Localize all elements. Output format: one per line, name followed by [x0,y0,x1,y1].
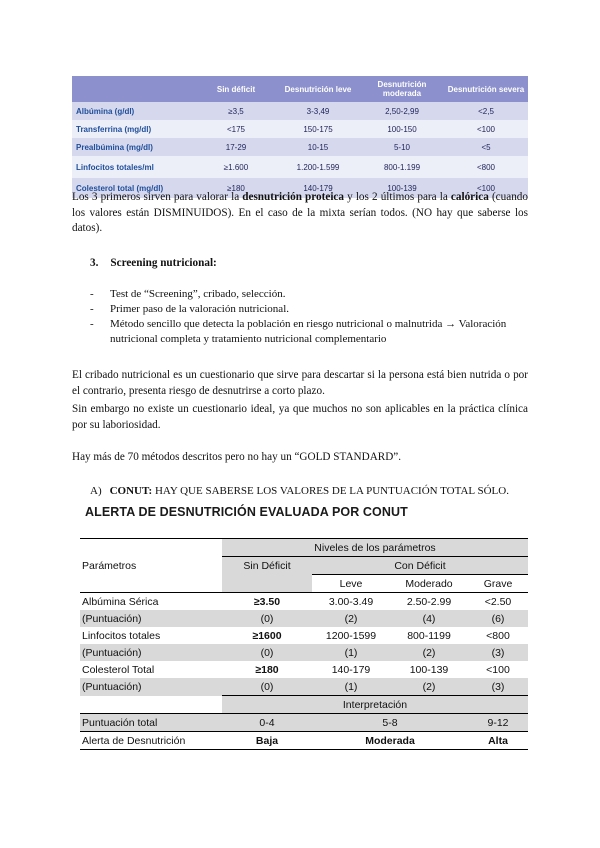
table-cell: (3) [468,644,528,661]
row-label: Alerta de Desnutrición [80,732,222,750]
table-row [72,138,528,156]
table-cell: 17-29 [196,138,276,156]
bold-term-proteica: desnutrición proteica [242,191,344,203]
conut-title: ALERTA DE DESNUTRICIÓN EVALUADA POR CONUT [85,505,408,519]
table-header: Desnutrición severa [444,76,528,102]
table-row [80,593,528,611]
table-row [80,610,528,627]
table-cell: 1200-1599 [325,629,377,642]
dash-marker: - [90,288,94,300]
leve-header: Leve [339,577,363,590]
table-cell: 140-179 [276,178,360,198]
table-cell: <2,5 [444,102,528,120]
row-label: Linfocitos totales [82,629,161,642]
table-cell: <100 [444,178,528,198]
sin-deficit-header: Sin Déficit [222,557,312,575]
table-cell: (1) [312,678,390,696]
table-header: Desnutrición leve [276,76,360,102]
table-cell: <175 [196,120,276,138]
table-row [80,661,528,678]
table-cell: (0) [222,644,312,661]
section-heading [90,257,229,269]
moderado-header: Moderado [405,577,453,590]
table-cell: ≥3.50 [222,593,312,611]
table-cell: 5-10 [360,138,444,156]
section-number: 3. [90,257,99,269]
empty-cell [222,575,312,593]
table-cell: ≥180 [196,178,276,198]
table-cell: (2) [390,644,468,661]
table-cell: <800 [444,156,528,178]
con-deficit-header: Con Déficit [312,557,528,575]
list-item-text: Test de “Screening”, cribado, selección. [110,288,286,300]
list-item [90,302,530,317]
table-cell: 10-15 [276,138,360,156]
bullet-list [90,287,530,347]
bold-term-calorica: calórica [450,191,489,203]
table-cell: 2.50-2.99 [390,593,468,611]
table-row [80,678,528,696]
table-cell: <100 [444,120,528,138]
interpretacion-header: Interpretación [222,696,528,714]
row-label: Colesterol Total [82,663,155,676]
table-cell: <5 [444,138,528,156]
text-run: (cuando los valores están DISMINUIDOS). En el caso de la mixta serían todos. (NO hay que saberse los datos). [72,191,528,234]
table-cell: <100 [486,663,510,676]
table-cell: 9-12 [468,714,528,732]
table-cell: Alta [468,732,528,750]
row-label: Colesterol total (mg/dl) [72,178,196,198]
row-label: (Puntuación) [80,644,222,661]
text-run: Los 3 primeros sirven para valorar la [72,191,243,203]
nutrition-parameters-table [72,76,528,198]
text-run: y los 2 últimos para la [344,191,451,203]
table-cell: 800-1.199 [360,156,444,178]
paragraph-sin-embargo: Sin embargo no existe un cuestionario ideal, ya que muchos no son aplicables en la práctica clínica por su laboriosidad. [72,403,528,431]
table-row [72,102,528,120]
table-cell: <800 [486,629,510,642]
table-cell: 800-1199 [407,629,451,642]
table-header: Sin déficit [196,76,276,102]
list-item-text: Primer paso de la valoración nutricional. [110,303,289,315]
empty-cell [80,696,222,714]
table-header: Desnutrición moderada [360,76,444,102]
table-cell: ≥3,5 [196,102,276,120]
table-cell: 100-150 [360,120,444,138]
table-row [80,714,528,732]
table-cell: (0) [222,610,312,627]
table-cell: ≥1.600 [196,156,276,178]
table-cell: (0) [222,678,312,696]
table-row [80,644,528,661]
paragraph-metodos: Hay más de 70 métodos descritos pero no hay un “GOLD STANDARD”. [72,451,402,463]
empty-cell [80,539,222,557]
parametros-header: Parámetros [82,559,137,572]
table-cell: 140-179 [331,663,371,676]
list-item [90,317,530,347]
table-cell: <2.50 [468,593,528,611]
list-letter: A) [90,485,102,497]
dash-marker: - [90,318,94,330]
conut-note [90,485,509,497]
grave-header: Grave [483,577,513,590]
table-cell: 2,50-2,99 [360,102,444,120]
row-label: Linfocitos totales/ml [72,156,196,178]
row-label: Prealbúmina (mg/dl) [72,138,196,156]
table-cell: 100-139 [360,178,444,198]
row-label: Transferrina (mg/dl) [72,120,196,138]
table-row [72,120,528,138]
table-row [80,627,528,644]
table-cell: 5-8 [312,714,468,732]
table-cell: 1.200-1.599 [276,156,360,178]
row-label: Albúmina (g/dl) [72,102,196,120]
list-item-text: Método sencillo que detecta la población en riesgo nutricional o malnutrida → Valoración nutricional completa y tratamiento nutricional complementario [110,318,507,345]
empty-cell [80,575,222,593]
table-cell: ≥180 [255,663,279,676]
table-cell: (2) [312,610,390,627]
row-label: Albúmina Sérica [80,593,222,611]
dash-marker: - [90,303,94,315]
table-cell: (1) [312,644,390,661]
row-label: (Puntuación) [80,610,222,627]
table-row [80,732,528,750]
table-corner-cell [72,76,196,102]
table-cell: (6) [468,610,528,627]
table-cell: Moderada [312,732,468,750]
table-cell: (4) [390,610,468,627]
table-cell: (2) [390,678,468,696]
row-label: (Puntuación) [80,678,222,696]
table-cell: (3) [468,678,528,696]
section-title: Screening nutricional: [110,257,217,269]
list-item [90,287,530,302]
paragraph-cribado: El cribado nutricional es un cuestionario que sirve para descartar si la persona está bien nutrida o por el contrario, presenta riesgo de desnutrirse a corto plazo. [72,369,528,397]
table-cell: 0-4 [222,714,312,732]
row-label: Puntuación total [80,714,222,732]
table-cell: 150-175 [276,120,360,138]
table-row [72,156,528,178]
table-cell: Baja [222,732,312,750]
table-cell: 3.00-3.49 [312,593,390,611]
table-cell: 3-3,49 [276,102,360,120]
conut-label: CONUT: [109,485,153,497]
conut-table [80,538,528,750]
paragraph-protein-caloric [72,190,528,237]
conut-note-text: HAY QUE SABERSE LOS VALORES DE LA PUNTUACIÓN TOTAL SÓLO. [152,485,509,497]
table-cell: 100-139 [409,663,449,676]
table-cell: ≥1600 [252,629,282,642]
niveles-header: Niveles de los parámetros [222,539,528,557]
